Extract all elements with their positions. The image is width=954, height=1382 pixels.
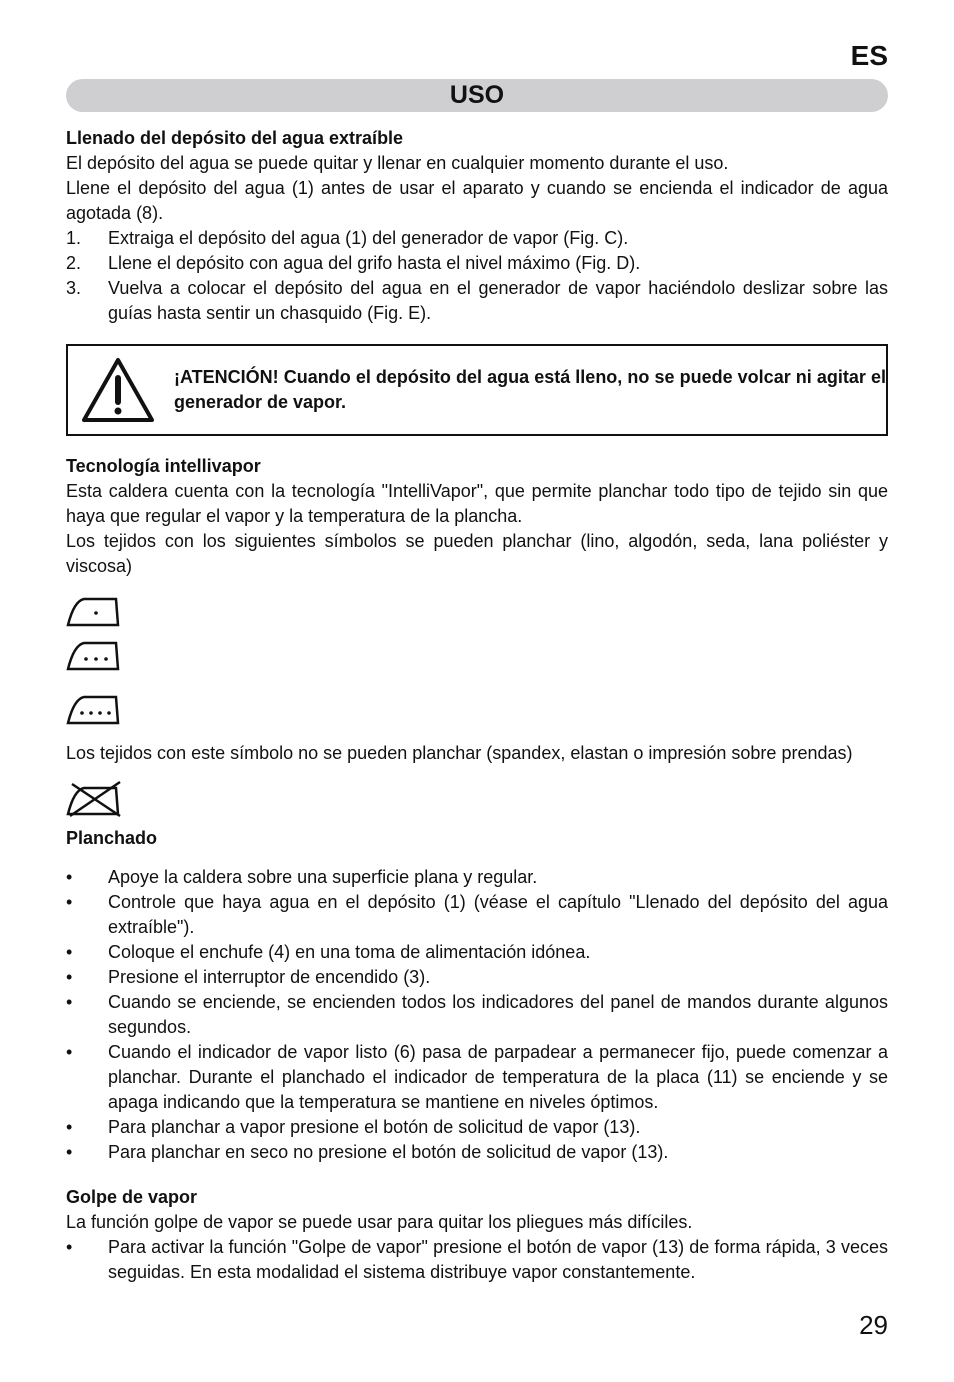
list-item: [66, 1040, 888, 1115]
do-not-iron-icon: [66, 780, 122, 818]
paragraph: Los tejidos con los siguientes símbolos se pueden planchar (lino, algodón, seda, lana poliéster y viscosa): [66, 531, 888, 576]
list-text: Extraiga el depósito del agua (1) del generador de vapor (Fig. C).: [108, 228, 629, 248]
list-item: [66, 226, 888, 251]
paragraph: Llene el depósito del agua (1) antes de usar el aparato y cuando se encienda el indicador de agua agotada (8).: [66, 178, 888, 223]
heading-planchado: Planchado: [66, 828, 158, 848]
bullet: •: [66, 942, 73, 962]
page-number: 29: [859, 1310, 888, 1340]
list-item: [66, 865, 888, 890]
paragraph: El depósito del agua se puede quitar y llenar en cualquier momento durante el uso.: [66, 153, 729, 173]
list-item: [66, 1115, 888, 1140]
list-text: Cuando el indicador de vapor listo (6) pasa de parpadear a permanecer fijo, puede comenzar a planchar. Durante el planchado el indicador de temperatura de la placa (11) se enciende y se apaga indicando que la temperatura se mantiene en niveles óptimos.: [108, 1042, 888, 1112]
list-text: Para activar la función "Golpe de vapor" presione el botón de vapor (13) de forma rápida, 3 veces seguidas. En esta modalidad el sistema distribuye vapor constantemente.: [108, 1237, 888, 1282]
list-item: [66, 890, 888, 940]
bullet: •: [66, 1237, 73, 1257]
list-item: [66, 1140, 888, 1165]
bullet: •: [66, 992, 73, 1012]
bullet-list: [66, 865, 888, 1165]
list-text: Presione el interruptor de encendido (3).: [108, 967, 431, 987]
page-content: [66, 126, 888, 1285]
heading-golpe-de-vapor: Golpe de vapor: [66, 1187, 198, 1207]
list-item: [66, 940, 888, 965]
list-text: Apoye la caldera sobre una superficie plana y regular.: [108, 867, 538, 887]
iron-one-dot-icon: [66, 593, 122, 629]
bullet: •: [66, 1117, 73, 1137]
warning-triangle-icon: [80, 356, 156, 424]
list-text: Llene el depósito con agua del grifo hasta el nivel máximo (Fig. D).: [108, 253, 641, 273]
paragraph: Los tejidos con este símbolo no se pueden planchar (spandex, elastan o impresión sobre prendas): [66, 743, 853, 763]
list-item: [66, 1235, 888, 1285]
bullet: •: [66, 967, 73, 987]
warning-box: [66, 344, 888, 436]
list-text: Vuelva a colocar el depósito del agua en el generador de vapor haciéndolo deslizar sobre las guías hasta sentir un chasquido (Fig. E).: [108, 278, 888, 323]
paragraph: Esta caldera cuenta con la tecnología "IntelliVapor", que permite planchar todo tipo de tejido sin que haya que regular el vapor y la temperatura de la plancha.: [66, 481, 888, 526]
bullet: •: [66, 1142, 73, 1162]
bullet: •: [66, 892, 73, 912]
list-item: [66, 990, 888, 1040]
list-text: Coloque el enchufe (4) en una toma de alimentación idónea.: [108, 942, 591, 962]
list-item: [66, 965, 888, 990]
list-number: 2.: [66, 253, 82, 273]
section-banner: USO: [66, 79, 888, 112]
paragraph: La función golpe de vapor se puede usar para quitar los pliegues más difíciles.: [66, 1212, 693, 1232]
bullet: •: [66, 1042, 73, 1062]
iron-four-dots-icon: [66, 691, 122, 727]
list-item: [66, 276, 888, 326]
list-text: Para planchar a vapor presione el botón de solicitud de vapor (13).: [108, 1117, 641, 1137]
bullet: •: [66, 867, 73, 887]
heading-llenado: Llenado del depósito del agua extraíble: [66, 128, 404, 148]
list-number: 1.: [66, 228, 82, 248]
list-number: 3.: [66, 278, 82, 298]
list-item: [66, 251, 888, 276]
list-text: Controle que haya agua en el depósito (1) (véase el capítulo "Llenado del depósito del agua extraíble").: [108, 892, 888, 937]
warning-text: ¡ATENCIÓN! Cuando el depósito del agua está lleno, no se puede volcar ni agitar el generador de vapor.: [174, 367, 886, 412]
language-code: ES: [850, 40, 888, 71]
iron-three-dots-icon: [66, 637, 122, 673]
list-text: Para planchar en seco no presione el botón de solicitud de vapor (13).: [108, 1142, 669, 1162]
list-text: Cuando se enciende, se encienden todos los indicadores del panel de mandos durante algunos segundos.: [108, 992, 888, 1037]
heading-tecnologia: Tecnología intellivapor: [66, 456, 261, 476]
